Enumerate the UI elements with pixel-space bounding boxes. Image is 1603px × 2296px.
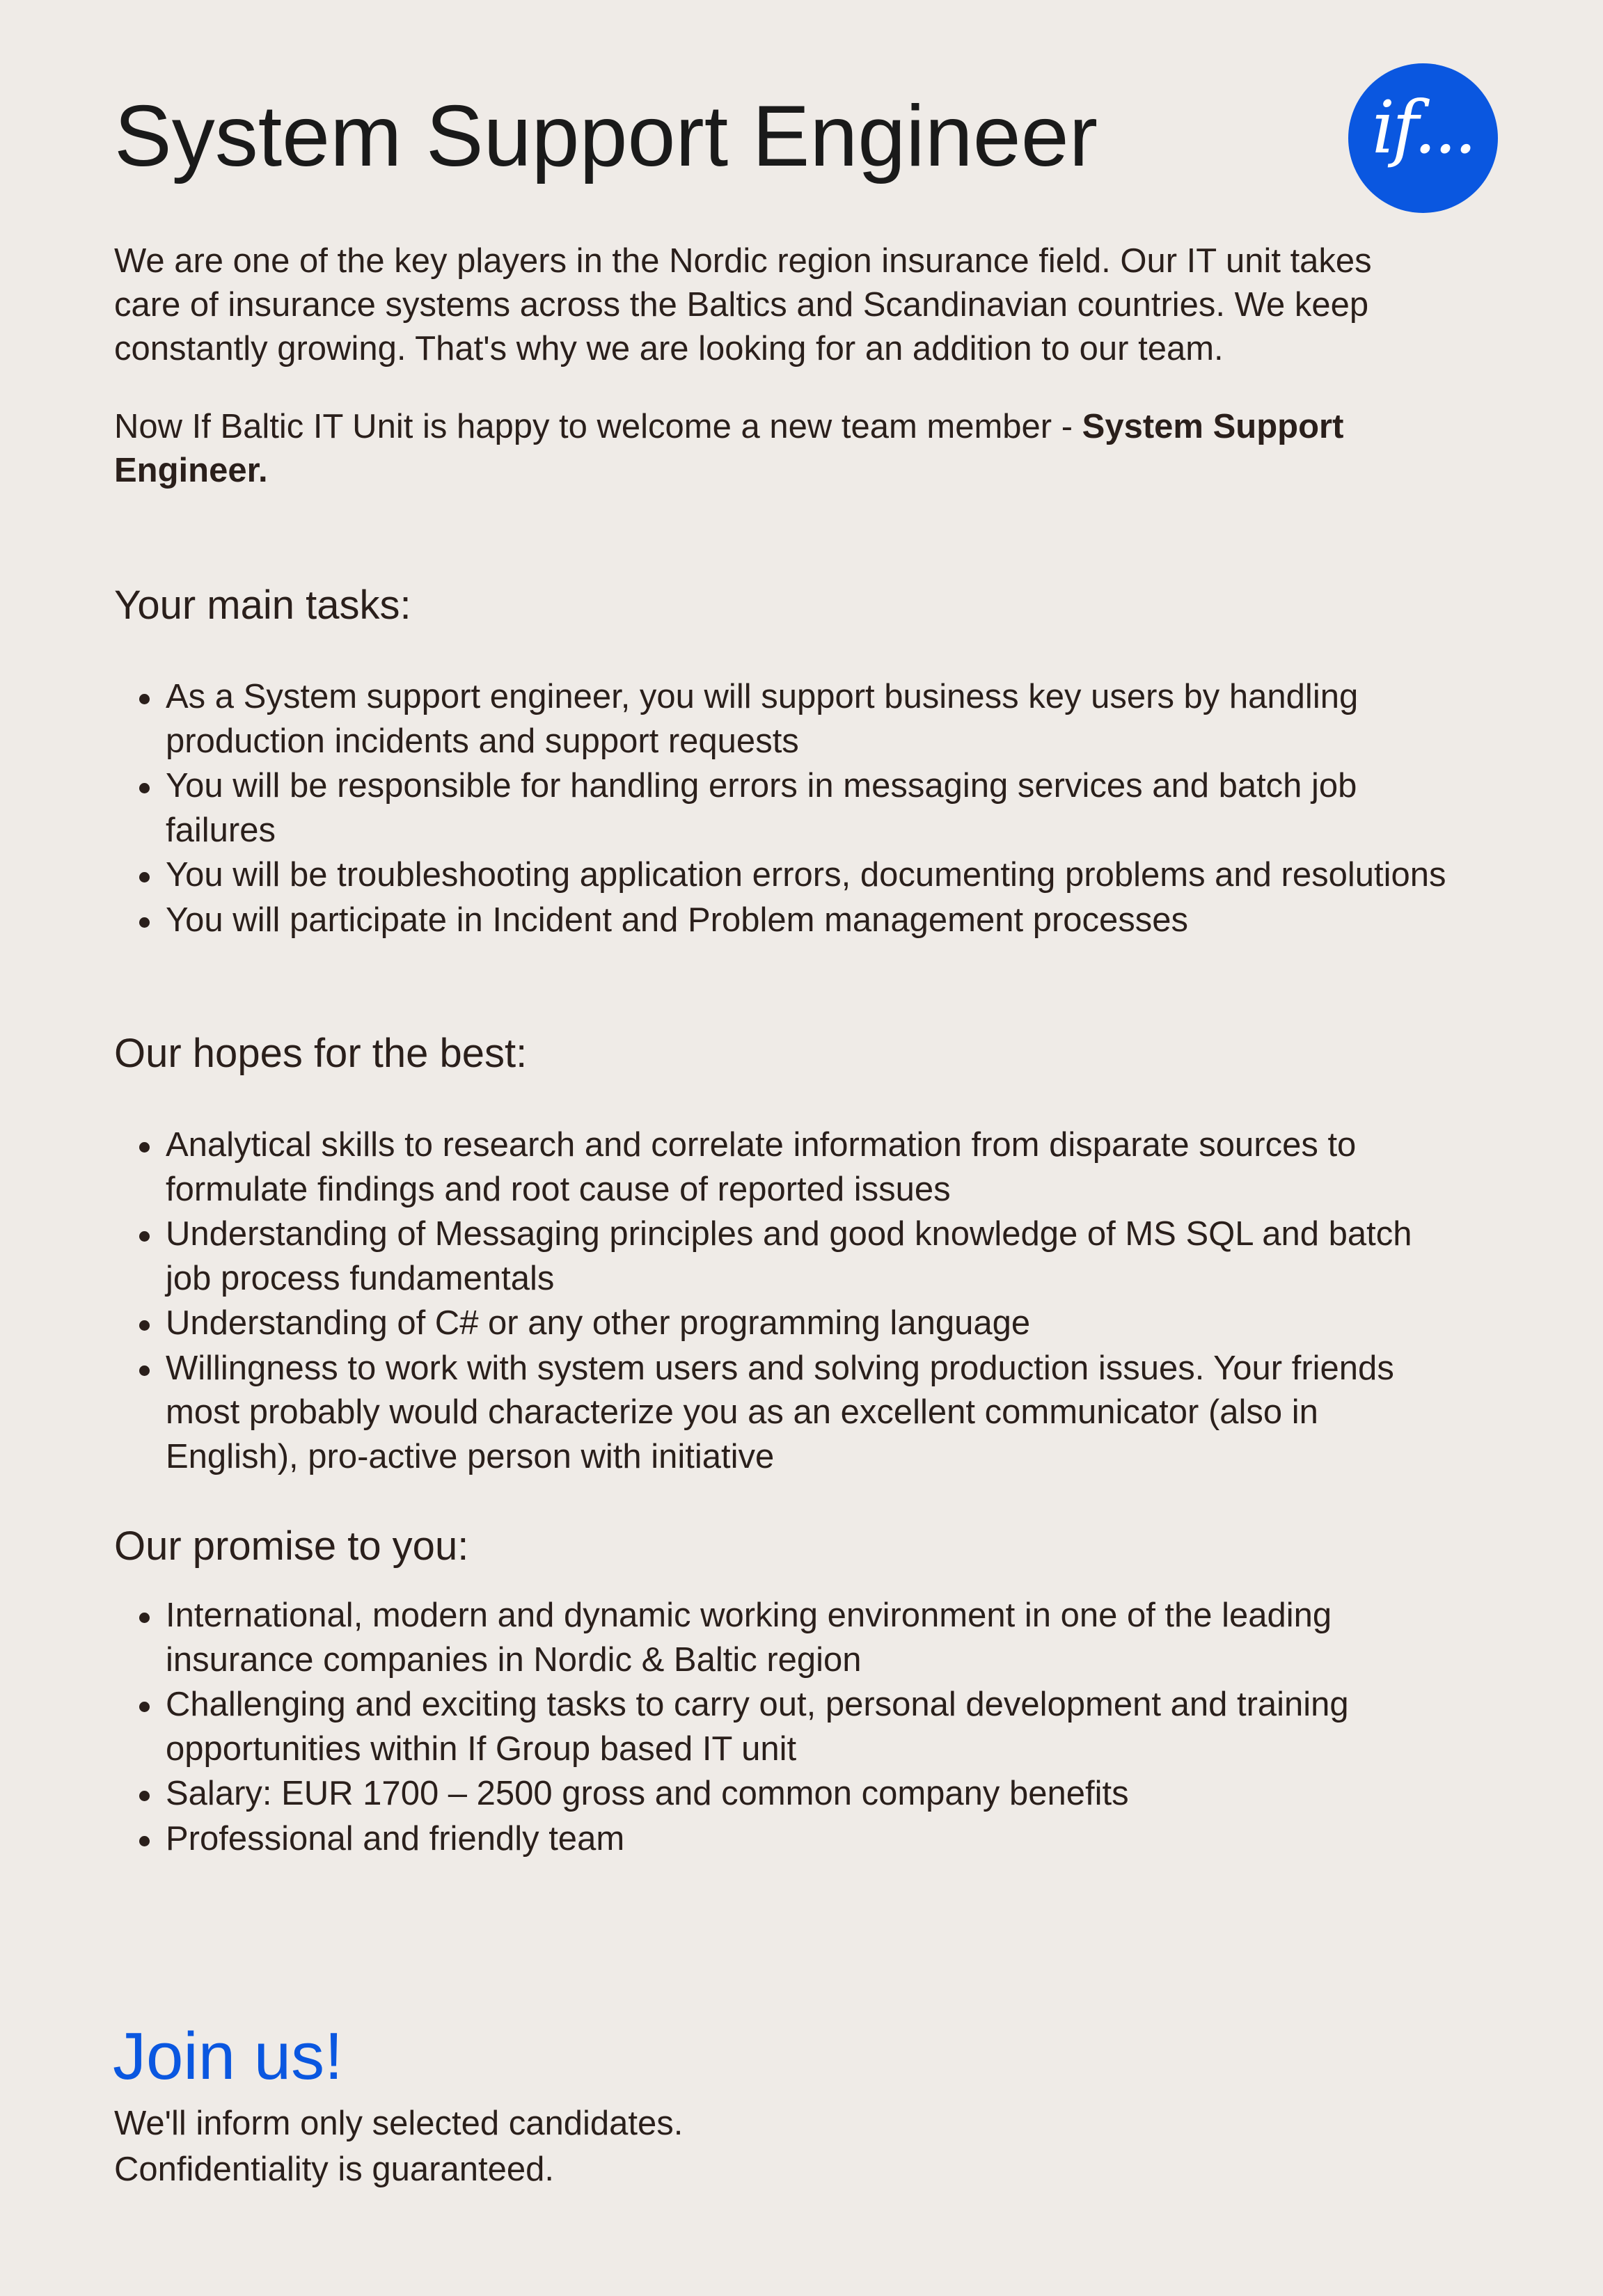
list-item: You will participate in Incident and Problem management processes [139, 898, 1448, 943]
if-logo [1348, 63, 1498, 213]
section-heading-main-tasks: Your main tasks: [114, 583, 411, 628]
list-item: Understanding of C# or any other programming language [139, 1301, 1448, 1346]
intro-welcome-paragraph [114, 405, 1423, 493]
list-item: International, modern and dynamic working environment in one of the leading insurance companies in Nordic & Baltic region [139, 1594, 1448, 1682]
intro-paragraph: We are one of the key players in the Nordic region insurance field. Our IT unit takes care of insurance systems across the Baltics and Scandinavian countries. We keep constantly growing. That's why we are looking for an addition to our team. [114, 242, 1372, 367]
section-heading-promise: Our promise to you: [114, 1523, 469, 1569]
intro-position-name: System Support Engineer. [114, 408, 1344, 489]
section-heading-hopes: Our hopes for the best: [114, 1031, 528, 1076]
intro-welcome-text: Now If Baltic IT Unit is happy to welcome a new team member - [114, 408, 1082, 445]
list-item: You will be troubleshooting application errors, documenting problems and resolutions [139, 853, 1448, 898]
main-tasks-list [139, 675, 1448, 943]
page-title: System Support Engineer [114, 88, 1098, 184]
join-us-heading: Join us! [113, 2019, 343, 2093]
confidentiality-note: Confidentiality is guaranteed. [114, 2151, 554, 2188]
list-item: Challenging and exciting tasks to carry out, personal development and training opportunities within If Group based IT unit [139, 1683, 1448, 1771]
selected-candidates-note: We'll inform only selected candidates. [114, 2105, 684, 2142]
if-logo-text: if... [1371, 85, 1475, 170]
list-item: Professional and friendly team [139, 1817, 1448, 1862]
list-item: As a System support engineer, you will support business key users by handling production incidents and support requests [139, 675, 1448, 763]
hopes-list [139, 1123, 1448, 1480]
list-item: Analytical skills to research and correlate information from disparate sources to formulate findings and root cause of reported issues [139, 1123, 1448, 1212]
list-item: You will be responsible for handling errors in messaging services and batch job failures [139, 764, 1448, 853]
list-item: Understanding of Messaging principles and good knowledge of MS SQL and batch job process fundamentals [139, 1212, 1448, 1301]
promise-list [139, 1594, 1448, 1862]
list-item: Willingness to work with system users and solving production issues. Your friends most probably would characterize you as an excellent communicator (also in English), pro-active person with initiative [139, 1347, 1448, 1480]
list-item: Salary: EUR 1700 – 2500 gross and common company benefits [139, 1772, 1448, 1816]
